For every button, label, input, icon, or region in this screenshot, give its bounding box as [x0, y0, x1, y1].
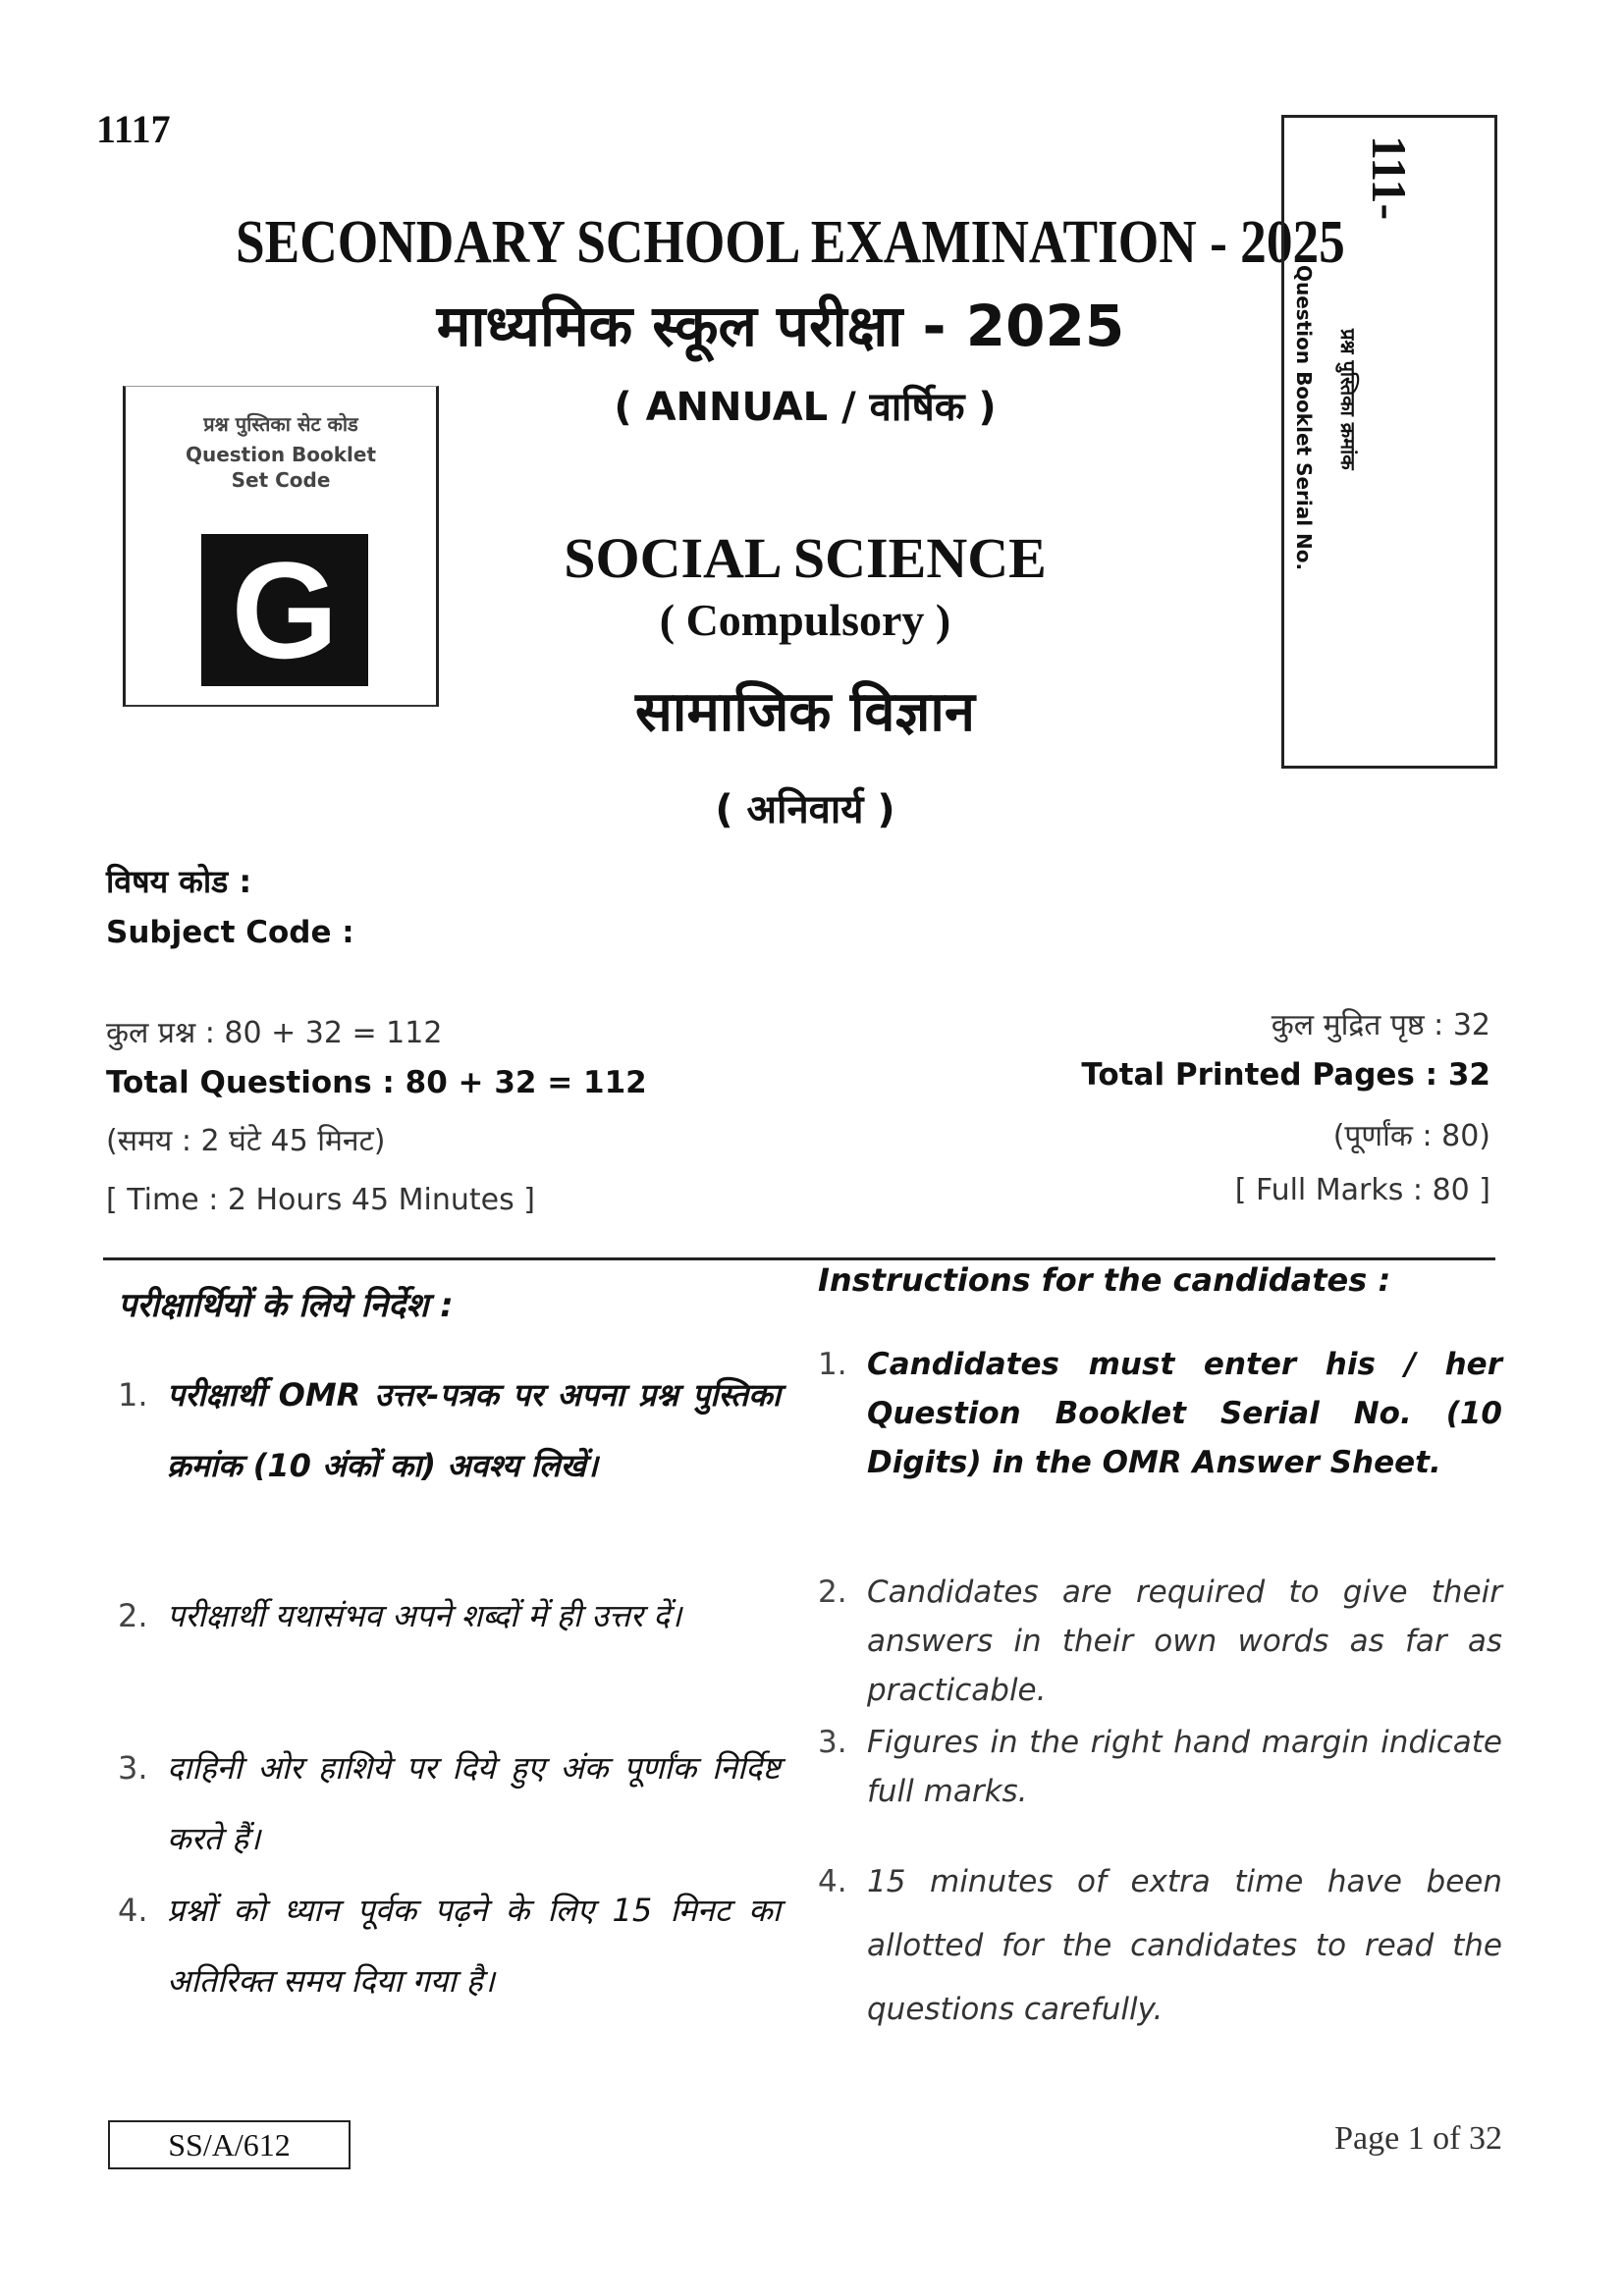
- instruction-item-en: [818, 1850, 1502, 2042]
- item-number: 3.: [818, 1725, 847, 1760]
- item-number: 4.: [118, 1892, 148, 1929]
- item-number: 2.: [118, 1597, 148, 1634]
- item-text: परीक्षार्थी OMR उत्तर-पत्रक पर अपना प्रश्न पुस्तिका क्रमांक (10 अंकों का) अवश्य लिखें।: [167, 1376, 781, 1484]
- instruction-item-en: [818, 1340, 1502, 1487]
- paper-code: 1117: [96, 107, 171, 151]
- item-number: 3.: [118, 1749, 148, 1787]
- set-code-box: [123, 386, 439, 707]
- page-number: Page 1 of 32: [1334, 2120, 1502, 2157]
- full-marks-hi: (पूर्णांक : 80): [1332, 1119, 1490, 1153]
- divider: [103, 1257, 1495, 1260]
- item-text: Figures in the right hand margin indicate full marks.: [867, 1725, 1502, 1809]
- serial-number-box: [1281, 115, 1497, 769]
- exam-title-en: SECONDARY SCHOOL EXAMINATION - 2025: [236, 209, 1345, 276]
- subject-name-hi: सामाजिक विज्ञान: [634, 680, 976, 744]
- subject-code-hi: विषय कोड :: [106, 863, 252, 900]
- subject-type-hi: ( अनिवार्य ): [715, 787, 895, 832]
- item-number: 4.: [818, 1864, 847, 1899]
- item-text: 15 minutes of extra time have been allotted for the candidates to read the questions carefully.: [867, 1864, 1502, 2027]
- exam-title-hi: माध्यमिक स्कूल परीक्षा - 2025: [436, 293, 1125, 359]
- serial-label-hi: प्रश्न पुस्तिका क्रमांक: [1336, 329, 1360, 470]
- item-number: 1.: [118, 1376, 148, 1414]
- serial-prefix: 111-: [1362, 135, 1417, 221]
- instruction-item-hi: [118, 1580, 781, 1651]
- time-hi: (समय : 2 घंटे 45 मिनट): [106, 1124, 386, 1158]
- set-code-label-en-1: Question Booklet: [185, 443, 377, 466]
- instructions-heading-en: Instructions for the candidates :: [818, 1261, 1391, 1299]
- exam-type: ( ANNUAL / वार्षिक ): [614, 385, 997, 430]
- subject-code-en: Subject Code :: [106, 915, 354, 950]
- total-questions-en: Total Questions : 80 + 32 = 112: [106, 1065, 647, 1100]
- full-marks-en: [ Full Marks : 80 ]: [1234, 1173, 1490, 1207]
- item-text: प्रश्नों को ध्यान पूर्वक पढ़ने के लिए 15 मिनट का अतिरिक्त समय दिया गया है।: [167, 1892, 781, 2000]
- set-code-label: [126, 406, 436, 493]
- instructions-heading-hi: परीक्षार्थियों के लिये निर्देश :: [118, 1286, 454, 1325]
- set-code-label-hi: प्रश्न पुस्तिका सेट कोड: [203, 412, 358, 436]
- subject-type-en: ( Compulsory ): [659, 595, 951, 645]
- item-number: 2.: [818, 1575, 847, 1610]
- instruction-item-en: [818, 1718, 1502, 1816]
- printed-pages-en: Total Printed Pages : 32: [1081, 1057, 1490, 1093]
- serial-label-en: Question Booklet Serial No.: [1292, 265, 1316, 571]
- instruction-item-hi: [118, 1875, 781, 2016]
- item-text: Candidates must enter his / her Question Booklet Serial No. (10 Digits) in the OMR Answer Sheet.: [867, 1347, 1502, 1480]
- instruction-item-hi: [118, 1733, 781, 1874]
- instruction-item-en: [818, 1568, 1502, 1715]
- total-questions-hi: कुल प्रश्न : 80 + 32 = 112: [106, 1016, 443, 1050]
- item-number: 1.: [818, 1347, 847, 1382]
- printed-pages-hi: कुल मुद्रित पृष्ठ : 32: [1271, 1008, 1490, 1042]
- set-code-label-en-2: Set Code: [231, 468, 331, 492]
- item-text: परीक्षार्थी यथासंभव अपने शब्दों में ही उत्तर दें।: [167, 1597, 682, 1634]
- set-code-letter: G: [201, 534, 368, 686]
- instruction-item-hi: [118, 1360, 781, 1501]
- item-text: Candidates are required to give their answers in their own words as far as practicable.: [867, 1575, 1502, 1708]
- subject-name-en: SOCIAL SCIENCE: [564, 526, 1047, 590]
- item-text: दाहिनी ओर हाशिये पर दिये हुए अंक पूर्णांक निर्दिष्ट करते हैं।: [167, 1749, 781, 1857]
- time-en: [ Time : 2 Hours 45 Minutes ]: [106, 1183, 535, 1217]
- booklet-code: SS/A/612: [108, 2120, 351, 2169]
